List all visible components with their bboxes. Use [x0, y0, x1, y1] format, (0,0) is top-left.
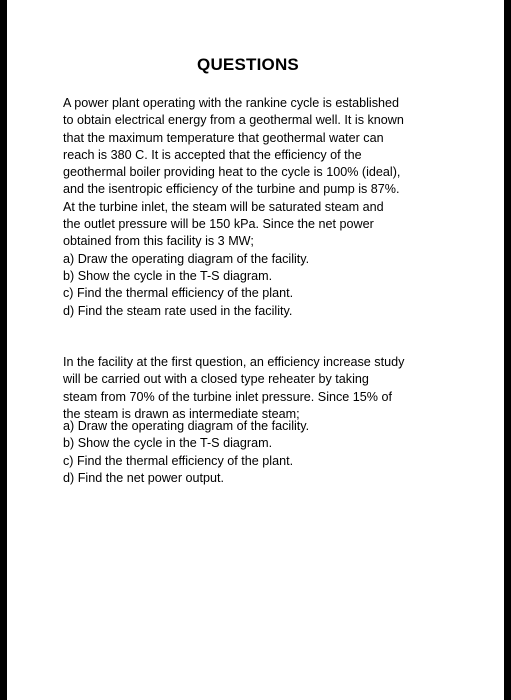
text-line: to obtain electrical energy from a geothermal well. It is known [63, 113, 404, 128]
text-line: geothermal boiler providing heat to the cycle is 100% (ideal), [63, 165, 401, 180]
question-part-d: d) Find the steam rate used in the facility. [63, 303, 293, 318]
question-part-b: b) Show the cycle in the T-S diagram. [63, 436, 273, 451]
question-part-b: b) Show the cycle in the T-S diagram. [63, 268, 273, 283]
text-line: A power plant operating with the rankine cycle is established [63, 96, 400, 110]
question-part-d: d) Find the net power output. [63, 470, 225, 485]
question-1-text [63, 95, 483, 320]
text-line: will be carried out with a closed type reheater by taking [63, 372, 369, 387]
text-line: the steam is drawn as intermediate steam; [63, 406, 300, 421]
text-line: the outlet pressure will be 150 kPa. Since the net power [63, 217, 374, 232]
question-2-parts [63, 418, 483, 487]
document-title: QUESTIONS [197, 55, 299, 74]
question-part-c: c) Find the thermal efficiency of the plant. [63, 453, 294, 468]
text-line: obtained from this facility is 3 MW; [63, 234, 254, 249]
text-line: In the facility at the first question, an efficiency increase study [63, 355, 405, 369]
question-part-c: c) Find the thermal efficiency of the plant. [63, 286, 294, 301]
question-part-a: a) Draw the operating diagram of the facility. [63, 251, 310, 266]
text-line: steam from 70% of the turbine inlet pressure. Since 15% of [63, 389, 393, 404]
text-line: that the maximum temperature that geothermal water can [63, 130, 384, 145]
text-line: and the isentropic efficiency of the turbine and pump is 87%. [63, 182, 400, 197]
text-line: At the turbine inlet, the steam will be saturated steam and [63, 199, 384, 214]
text-line: reach is 380 C. It is accepted that the efficiency of the [63, 147, 362, 162]
question-2-text [63, 354, 483, 423]
question-part-a: a) Draw the operating diagram of the facility. [63, 419, 310, 433]
